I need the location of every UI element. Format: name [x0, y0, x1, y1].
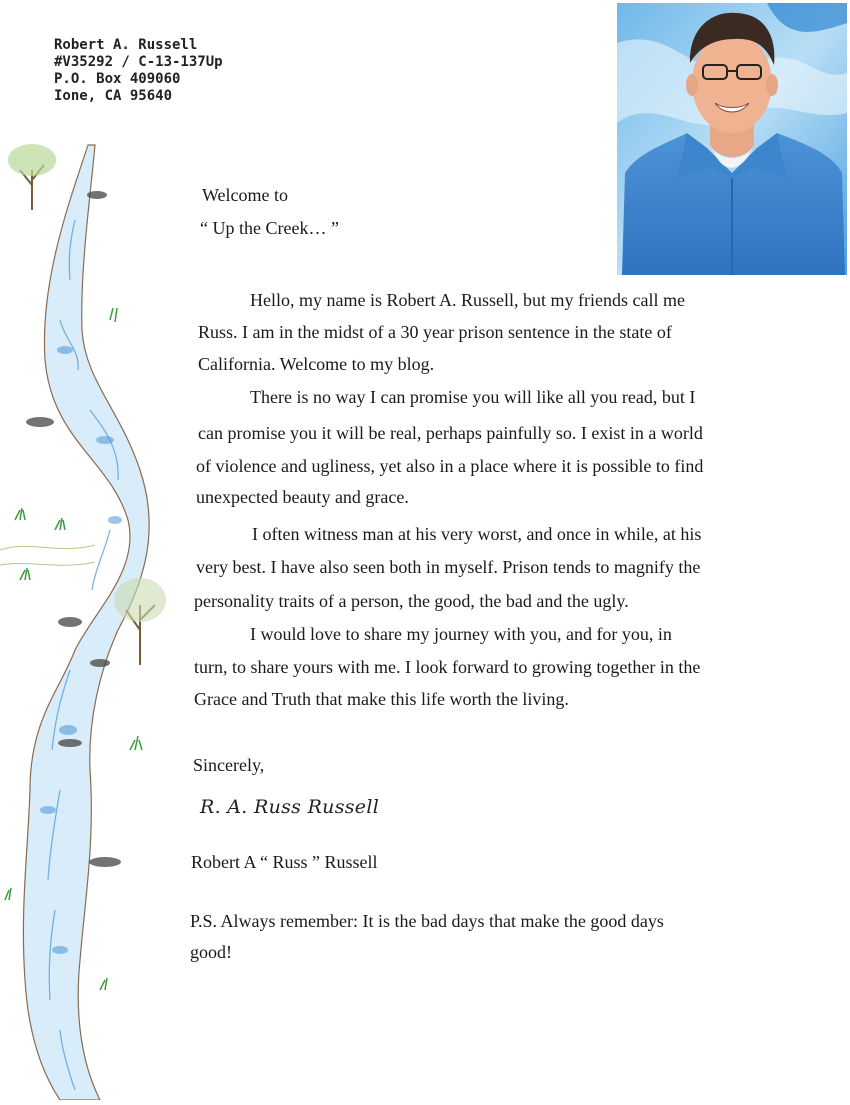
postscript-line: P.S. Always remember: It is the bad days that make the good days — [190, 911, 664, 931]
paragraph-line: I would love to share my journey with you, and for you, in — [250, 624, 672, 644]
paragraph-line: very best. I have also seen both in myself. Prison tends to magnify the — [196, 557, 701, 577]
return-address — [54, 37, 223, 105]
city-state-zip: Ione, CA 95640 — [54, 88, 173, 104]
closing: Sincerely, — [193, 755, 265, 775]
greeting-line-1: Welcome to — [202, 185, 289, 205]
sender-name: Robert A. Russell — [54, 37, 198, 53]
paragraph-line: of violence and ugliness, yet also in a place where it is possible to find — [196, 456, 704, 476]
po-box: P.O. Box 409060 — [54, 71, 181, 87]
paragraph-line: Grace and Truth that make this life worth the living. — [194, 689, 569, 709]
signature: R. A. Russ Russell — [200, 796, 380, 818]
paragraph-line: turn, to share yours with me. I look forward to growing together in the — [194, 657, 701, 677]
paragraph-line: can promise you it will be real, perhaps painfully so. I exist in a world — [198, 423, 703, 443]
blog-title: “ Up the Creek… ” — [200, 218, 339, 238]
paragraph-line: personality traits of a person, the good, the bad and the ugly. — [194, 591, 629, 611]
author-photo — [617, 3, 847, 275]
paragraph-line: I often witness man at his very worst, and once in while, at his — [252, 524, 702, 544]
paragraph-line: California. Welcome to my blog. — [198, 354, 435, 374]
paragraph-line: There is no way I can promise you will like all you read, but I — [250, 387, 696, 407]
printed-name: Robert A “ Russ ” Russell — [191, 852, 378, 872]
creek-illustration — [0, 110, 180, 1100]
paragraph-line: Hello, my name is Robert A. Russell, but my friends call me — [250, 290, 685, 310]
paragraph-line: Russ. I am in the midst of a 30 year prison sentence in the state of — [198, 322, 672, 342]
paragraph-line: unexpected beauty and grace. — [196, 487, 409, 507]
inmate-number: #V35292 / C-13-137Up — [54, 54, 223, 70]
postscript-line: good! — [190, 942, 232, 962]
